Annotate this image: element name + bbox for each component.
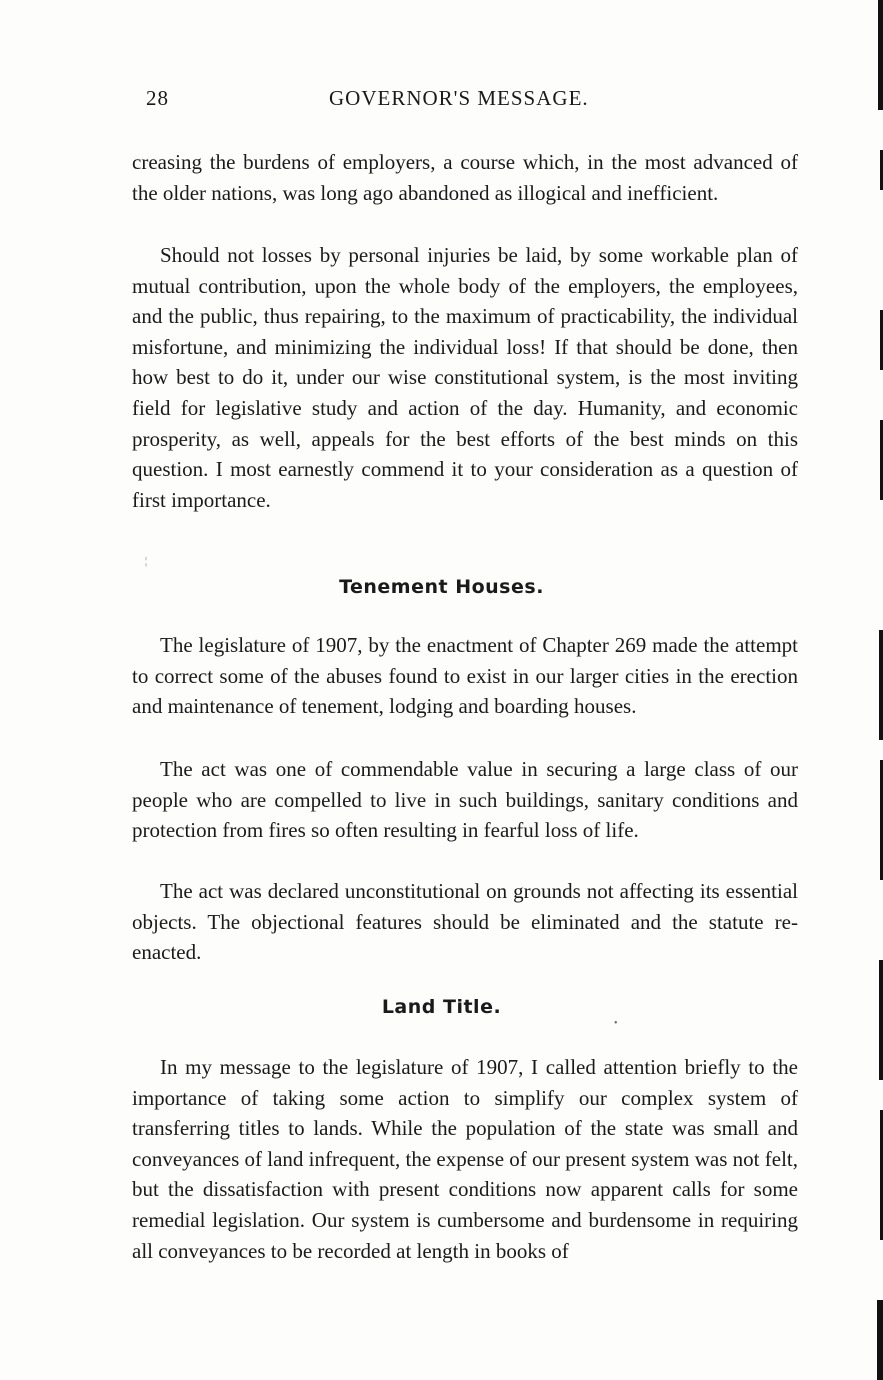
scan-speck: ¦ — [145, 556, 148, 567]
heading-land-title: Land Title. — [381, 996, 502, 1018]
binding-edge-mark — [879, 630, 883, 740]
paragraph-tenement-1: The legislature of 1907, by the enactment of Chapter 269 made the attempt to correct some of the abuses found to exist in our larger cities in the erection and maintenance of tenement, lodging and boarding houses. — [132, 633, 798, 719]
binding-edge-mark — [878, 0, 883, 110]
paragraph-personal-injuries: Should not losses by personal injuries be laid, by some workable plan of mutual contribution, upon the whole body of the employers, the employees, and the public, thus repairing, to the maximum of practicability, the individual misfortune, and minimizing the individual loss! If that should be done, then how best to do it, under our wise constitutional system, is the most inviting field for legislative study and action of the day. Humanity, and economic prosperity, as well, appeals for the best efforts of the best minds on this question. I most earnestly commend it to your consideration as a question of first importance. — [132, 243, 798, 512]
paragraph-land-title-1: In my message to the legislature of 1907, I called attention briefly to the importance of taking some action to simplify our complex system of transferring titles to lands. While the population of the state was small and conveyances of land infrequent, the expense of our present system was not felt, but the dissatisfaction with present conditions now apparent calls for some remedial legislation. Our system is cumbersome and burdensome in requiring all conveyances to be recorded at length in books of — [132, 1055, 798, 1263]
heading-tenement-houses: Tenement Houses. — [339, 576, 544, 598]
paragraph-tenement-2: The act was one of commendable value in securing a large class of our people who are compelled to live in such buildings, sanitary conditions and protection from fires so often resulting in fearful loss of life. — [132, 757, 798, 843]
binding-edge-mark — [879, 960, 883, 1080]
scan-speck: • — [614, 1018, 618, 1029]
binding-edge-mark — [877, 1300, 883, 1380]
page-number: 28 — [146, 86, 169, 110]
running-title: GOVERNOR'S MESSAGE. — [329, 86, 589, 110]
running-header — [146, 86, 616, 116]
paragraph-tenement-3: The act was declared unconstitutional on grounds not affecting its essential objects. The objectional features should be eliminated and the statute re-enacted. — [132, 879, 798, 965]
paragraph-continuation: creasing the burdens of employers, a course which, in the most advanced of the older nations, was long ago abandoned as illogical and inefficient. — [132, 150, 798, 205]
